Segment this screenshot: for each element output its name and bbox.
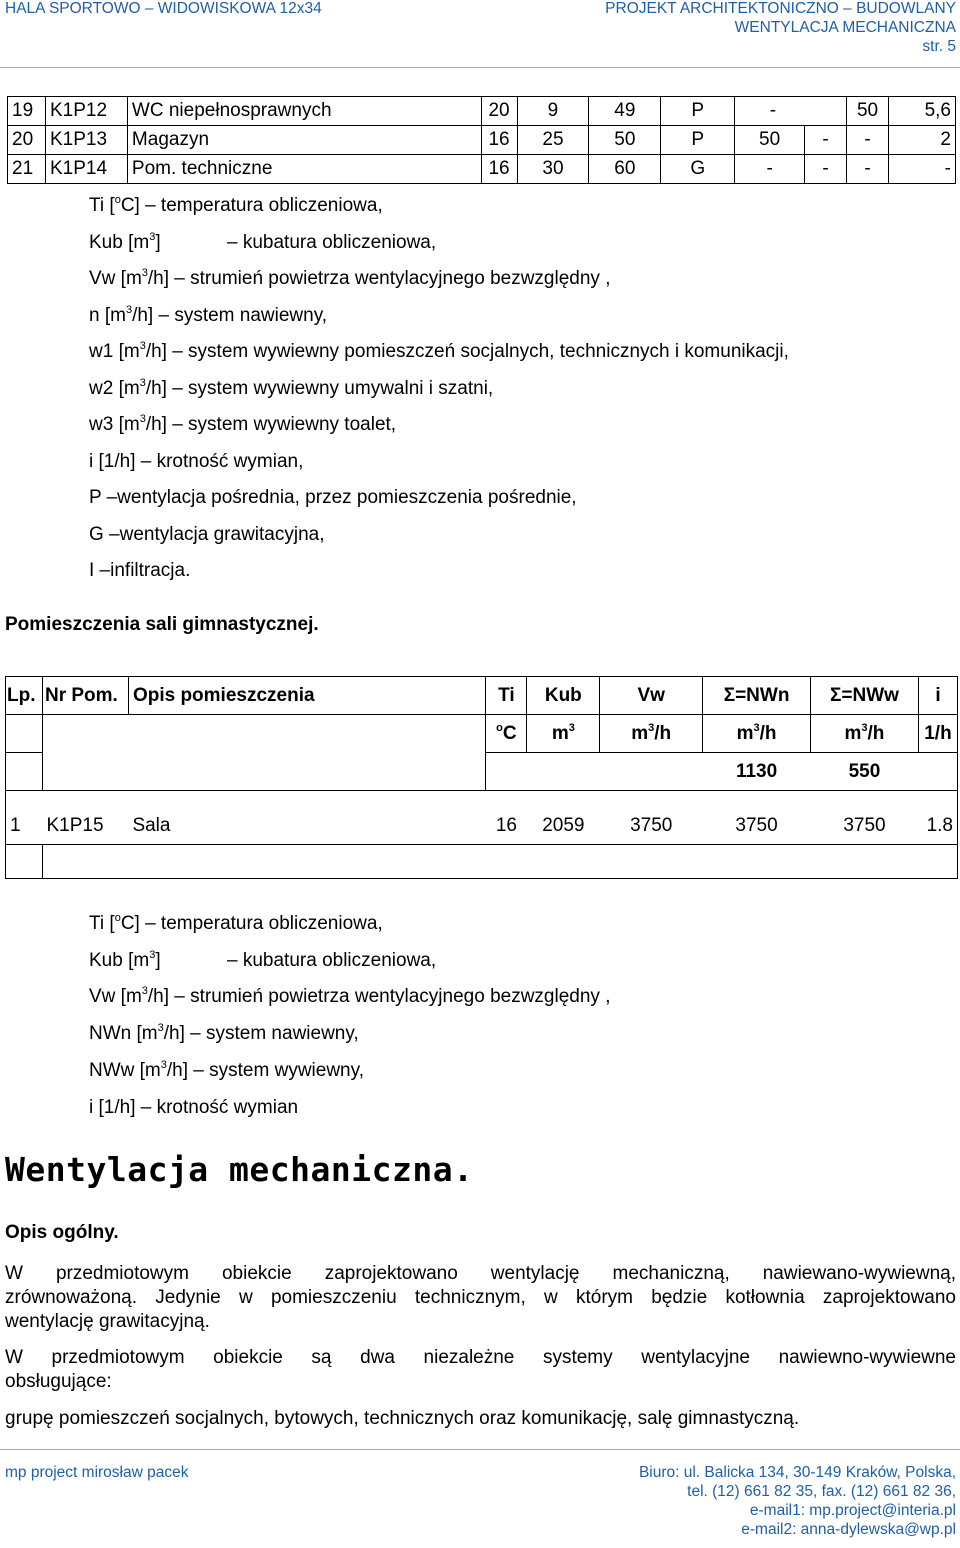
- cell-w2: -: [805, 126, 847, 155]
- legend-item: Vw $[m^3/h]$ – strumień powietrza wentylacyjnego bezwzględny ,: [89, 267, 611, 289]
- table-spacer-row: [6, 791, 958, 809]
- cell-lp: 19: [8, 97, 46, 126]
- cell-empty: [6, 715, 43, 753]
- table-spacer-row: [6, 845, 958, 879]
- header-lp: Lp.: [6, 677, 43, 715]
- paragraph-1-line-2: zrównoważoną. Jedynie w pomieszczeniu technicznym, w którym będzie kotłownia zaprojektowano: [5, 1287, 956, 1308]
- unit-nww: $m^3/h$: [811, 715, 919, 753]
- cell-n: G: [661, 155, 735, 184]
- table-header-row: [6, 677, 958, 715]
- cell-vw: 3750: [630, 815, 673, 837]
- footer-email-2: e-mail2: anna-dylewska@wp.pl: [741, 1521, 956, 1538]
- footer-company: mp project mirosław pacek: [5, 1464, 189, 1481]
- table-sums-row: [6, 753, 958, 791]
- legend-item: w1 $[m^3/h]$ – system wywiewny pomieszczeń socjalnych, technicznych i komunikacji,: [89, 340, 789, 362]
- footer-address: Biuro: ul. Balicka 134, 30-149 Kraków, Polska,: [638, 1464, 956, 1481]
- cell-nwn: 3750: [735, 815, 778, 837]
- footer-email-1: e-mail1: mp.project@interia.pl: [749, 1502, 956, 1519]
- table-row: [8, 155, 956, 184]
- sum-nww: 550: [811, 753, 919, 791]
- heading-mechanical-ventilation: Wentylacja mechaniczna.: [5, 1150, 474, 1189]
- cell-room-desc: Sala: [132, 815, 171, 837]
- cell-room-no: K1P13: [45, 126, 127, 155]
- header-section: WENTYLACJA MECHANICZNA: [734, 19, 956, 36]
- cell-empty: [6, 791, 958, 809]
- paragraph-3: grupę pomieszczeń socjalnych, bytowych, technicznych oraz komunikację, salę gimnastyczną.: [5, 1408, 800, 1429]
- section-heading-gym: Pomieszczenia sali gimnastycznej.: [5, 614, 319, 635]
- cell-empty: [42, 845, 128, 879]
- cell-empty: [42, 715, 485, 753]
- unit-vw: $m^3/h$: [600, 715, 703, 753]
- header-page-number: str. 5: [922, 38, 956, 55]
- cell-w1: -: [735, 97, 847, 126]
- cell-vw: 49: [589, 97, 661, 126]
- cell-i: 2: [889, 126, 956, 155]
- cell-lp: 1: [6, 809, 43, 845]
- cell-i: 5,6: [889, 97, 956, 126]
- unit-nwn: $m^3/h$: [703, 715, 811, 753]
- cell-w2: -: [805, 155, 847, 184]
- paragraph-1: [5, 1262, 956, 1334]
- paragraph-2-line-2: obsługujące:: [5, 1371, 112, 1392]
- header-i: i: [918, 677, 957, 715]
- cell-ti: 16: [481, 155, 517, 184]
- paragraph-1-line-1: W przedmiotowym obiekcie zaprojektowano wentylację mechaniczną, nawiewano-wywiewną,: [5, 1263, 956, 1284]
- cell-empty: [42, 753, 485, 791]
- cell-empty: [486, 753, 703, 791]
- heading-general-description: Opis ogólny.: [5, 1222, 119, 1243]
- cell-empty: [6, 845, 43, 879]
- footer-phone: tel. (12) 661 82 35, fax. (12) 661 82 36,: [687, 1483, 956, 1500]
- paragraph-2-line-1: W przedmiotowym obiekcie są dwa niezależne systemy wentylacyjne nawiewno-wywiewne: [5, 1347, 956, 1368]
- cell-room-no: K1P12: [45, 97, 127, 126]
- cell-room-no: K1P14: [45, 155, 127, 184]
- header-nwn: Σ=NWn: [703, 677, 811, 715]
- header-room-desc: Opis pomieszczenia: [128, 677, 485, 715]
- paragraph-1-line-3: wentylację grawitacyjną.: [5, 1311, 210, 1332]
- legend-item: G –wentylacja grawitacyjna,: [89, 523, 325, 545]
- cell-vw: 60: [589, 155, 661, 184]
- cell-w2: 50: [847, 97, 889, 126]
- table-row: [6, 809, 958, 845]
- cell-n: P: [661, 126, 735, 155]
- legend-item: Kub $[m^3]$ – kubatura obliczeniowa,: [89, 230, 437, 253]
- unit-i: 1/h: [918, 715, 957, 753]
- legend-item: I –infiltracja.: [89, 560, 191, 581]
- table-units-row: [6, 715, 958, 753]
- cell-i: -: [889, 155, 956, 184]
- cell-kub: 9: [517, 97, 589, 126]
- legend-item: Ti [$^o$C] – temperatura obliczeniowa,: [89, 194, 383, 216]
- cell-w3: -: [847, 126, 889, 155]
- cell-empty: [128, 845, 957, 879]
- cell-w1: 50: [735, 126, 805, 155]
- cell-room-desc: Magazyn: [127, 126, 481, 155]
- cell-nww: 3750: [843, 815, 886, 837]
- unit-ti: $^o$C: [486, 715, 527, 753]
- cell-ti: 16: [481, 126, 517, 155]
- cell-kub: 30: [517, 155, 589, 184]
- cell-empty: [918, 753, 957, 791]
- legend-item: i [1/h] – krotność wymian: [89, 1096, 299, 1118]
- legend-item: Vw $[m^3/h]$ – strumień powietrza wentylacyjnego bezwzględny ,: [89, 985, 611, 1008]
- gym-room-table: [5, 676, 958, 879]
- header-room-no: Nr Pom.: [42, 677, 128, 715]
- cell-lp: 21: [8, 155, 46, 184]
- header-nww: Σ=NWw: [811, 677, 919, 715]
- legend-item: Kub $[m^3]$ – kubatura obliczeniowa,: [89, 948, 437, 971]
- table-row: [8, 126, 956, 155]
- cell-room-no: K1P15: [46, 815, 104, 837]
- cell-kub: 2059: [542, 815, 585, 837]
- cell-ti: 20: [481, 97, 517, 126]
- legend-item: P –wentylacja pośrednia, przez pomieszczenia pośrednie,: [89, 487, 577, 508]
- cell-room-desc: Pom. techniczne: [127, 155, 481, 184]
- cell-room-desc: WC niepełnosprawnych: [127, 97, 481, 126]
- footer-divider: [0, 1449, 960, 1450]
- cell-ti: 16: [495, 815, 517, 837]
- cell-kub: 25: [517, 126, 589, 155]
- rooms-table-continued: [7, 96, 956, 184]
- header-kub: Kub: [527, 677, 600, 715]
- sum-nwn: 1130: [703, 753, 811, 791]
- table-row: [8, 97, 956, 126]
- cell-vw: 50: [589, 126, 661, 155]
- legend-item: NWn $[m^3/h]$ – system nawiewny,: [89, 1022, 359, 1045]
- legend-item: Ti [$^o$C] – temperatura obliczeniowa,: [89, 912, 383, 934]
- cell-i: 1.8: [918, 809, 957, 845]
- legend-item: NWw $[m^3/h]$ – system wywiewny,: [89, 1058, 364, 1081]
- header-ti: Ti: [486, 677, 527, 715]
- cell-empty: [6, 753, 43, 791]
- legend-item: w2 $[m^3/h]$ – system wywiewny umywalni i szatni,: [89, 376, 494, 399]
- header-project-type: PROJEKT ARCHITEKTONICZNO – BUDOWLANY: [605, 0, 956, 17]
- paragraph-2: [5, 1346, 956, 1394]
- legend-item: i [1/h] – krotność wymian,: [89, 450, 304, 472]
- header-title-left: HALA SPORTOWO – WIDOWISKOWA 12x34: [5, 0, 322, 17]
- cell-lp: 20: [8, 126, 46, 155]
- cell-w3: -: [847, 155, 889, 184]
- legend-item: w3 $[m^3/h]$ – system wywiewny toalet,: [89, 413, 397, 435]
- cell-w1: -: [735, 155, 805, 184]
- header-divider: [0, 67, 960, 68]
- cell-n: P: [661, 97, 735, 126]
- header-vw: Vw: [600, 677, 703, 715]
- unit-kub: $m^3$: [527, 715, 600, 753]
- legend-item: n $[m^3/h]$ – system nawiewny,: [89, 303, 328, 326]
